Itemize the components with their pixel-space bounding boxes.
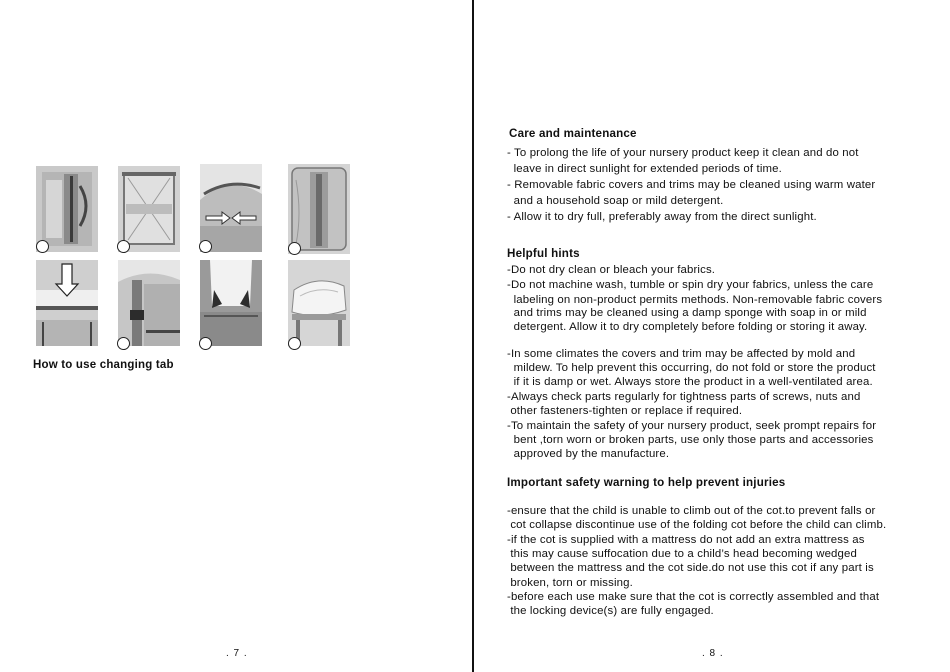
changing-tab-icon [288, 260, 350, 346]
hints-line-8: if it is damp or wet. Always store the product in a well-ventilated area. [507, 376, 873, 388]
hints-line-6: -In some climates the covers and trim may be affected by mold and [507, 348, 856, 360]
step-circle-7 [199, 337, 212, 350]
changing-tab-caption: How to use changing tab [33, 359, 174, 371]
safety-heading: Important safety warning to help prevent injuries [507, 476, 786, 489]
folded-cot-photo [36, 166, 98, 252]
care-line-3: - Removable fabric covers and trims may be cleaned using warm water [507, 179, 876, 191]
open-cot-photo [118, 166, 180, 252]
right-page [474, 0, 950, 672]
step-circle-3 [199, 240, 212, 253]
hints-line-5: detergent. Allow it to dry completely before folding or storing it away. [507, 321, 868, 333]
hints-line-1: -Do not dry clean or bleach your fabrics. [507, 264, 716, 276]
hints-line-4: and trims may be cleaned using a damp sponge with soap in or mild [507, 307, 867, 319]
left-page [0, 0, 473, 672]
hints-heading: Helpful hints [507, 247, 580, 260]
step-circle-4 [288, 242, 301, 255]
step-circle-6 [117, 337, 130, 350]
insert-tab-photo [36, 260, 98, 346]
open-cot-icon [118, 166, 180, 252]
cot-side-photo [288, 164, 350, 254]
cot-side-icon [288, 164, 350, 254]
hints-line-3: labeling on non-product permits methods. Non-removable fabric covers [507, 294, 883, 306]
fabric-fold-icon [200, 260, 262, 346]
changing-tab-photo [288, 260, 350, 346]
care-line-1: - To prolong the life of your nursery product keep it clean and do not [507, 147, 859, 159]
hints-line-11: -To maintain the safety of your nursery product, seek prompt repairs for [507, 420, 877, 432]
safety-line-3: -if the cot is supplied with a mattress do not add an extra mattress as [507, 534, 865, 546]
folded-cot-icon [36, 166, 98, 252]
safety-line-4: this may cause suffocation due to a child’s head becoming wedged [507, 548, 858, 560]
down-arrow-icon [36, 260, 98, 346]
care-line-5: - Allow it to dry full, preferably away from the direct sunlight. [507, 211, 817, 223]
safety-line-5: between the mattress and the cot side.do not use this cot if any part is [507, 562, 874, 574]
hints-line-10: other fasteners-tighten or replace if required. [507, 405, 743, 417]
care-line-4: and a household soap or mild detergent. [507, 195, 724, 207]
hints-line-7: mildew. To help prevent this occurring, do not fold or store the product [507, 362, 876, 374]
safety-line-1: -ensure that the child is unable to climb out of the cot.to prevent falls or [507, 505, 876, 517]
hints-line-9: -Always check parts regularly for tightness parts of screws, nuts and [507, 391, 861, 403]
hints-line-2: -Do not machine wash, tumble or spin dry your fabrics, unless the care [507, 279, 874, 291]
tab-arrows-photo [200, 164, 262, 252]
step-circle-1 [36, 240, 49, 253]
clip-rail-photo [118, 260, 180, 346]
step-circle-2 [117, 240, 130, 253]
safety-line-7: -before each use make sure that the cot is correctly assembled and that [507, 591, 880, 603]
page-number-7: . 7 . [226, 648, 248, 659]
fabric-fold-photo [200, 260, 262, 346]
safety-line-6: broken, torn or missing. [507, 577, 633, 589]
hints-line-12: bent ,torn worn or broken parts, use only those parts and accessories [507, 434, 874, 446]
hints-line-13: approved by the manufacture. [507, 448, 670, 460]
inward-arrows-icon [200, 164, 262, 252]
step-circle-8 [288, 337, 301, 350]
clip-rail-icon [118, 260, 180, 346]
care-heading: Care and maintenance [509, 127, 637, 140]
page-number-8: . 8 . [702, 648, 724, 659]
safety-line-8: the locking device(s) are fully engaged. [507, 605, 714, 617]
safety-line-2: cot collapse discontinue use of the folding cot before the child can climb. [507, 519, 887, 531]
care-line-2: leave in direct sunlight for extended periods of time. [507, 163, 782, 175]
